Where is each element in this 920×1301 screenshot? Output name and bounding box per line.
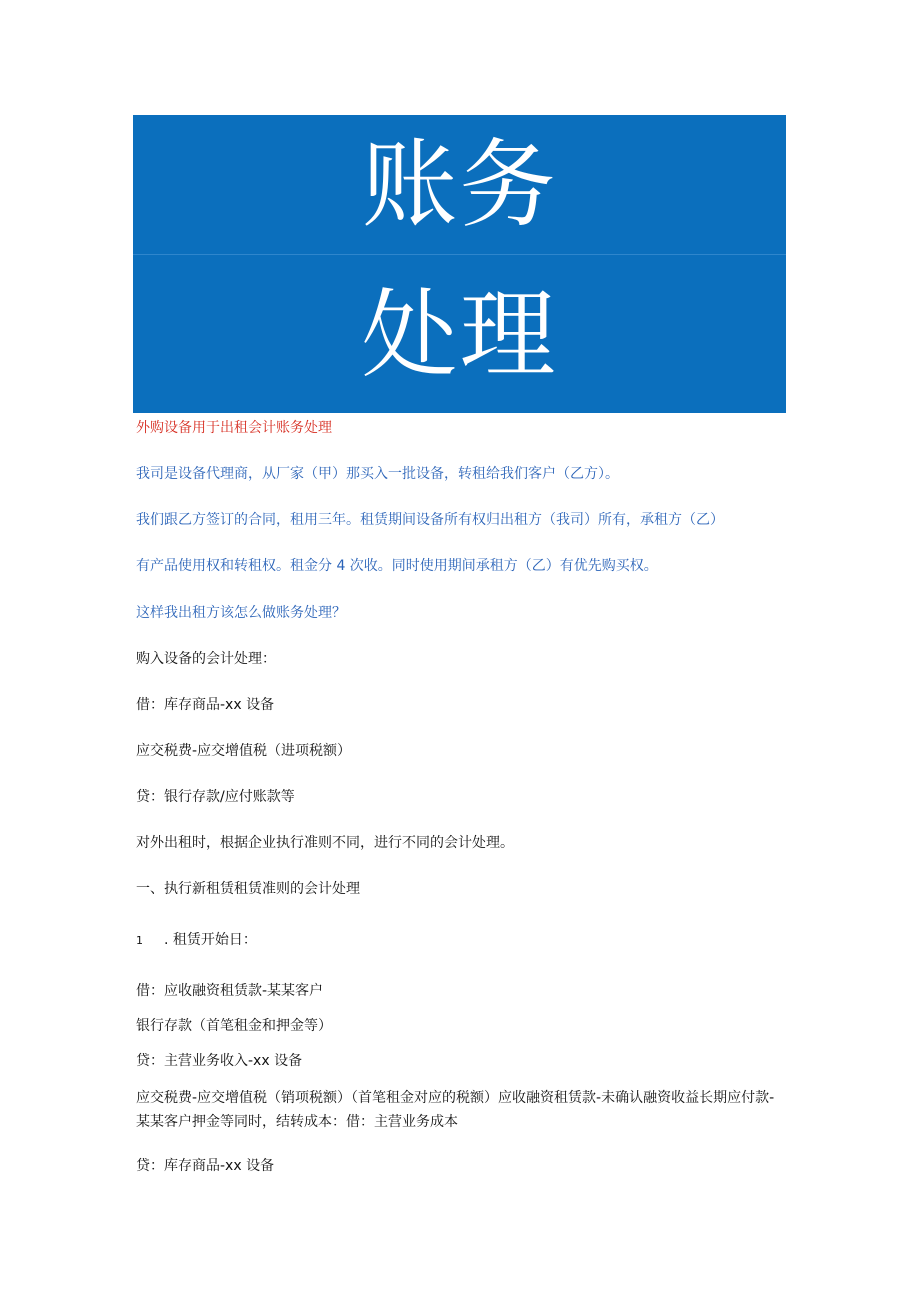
entry-tax-output: 应交税费-应交增值税（销项税额）（首笔租金对应的税额）应收融资租赁款-未确认融资收益长期应付款-某某客户押金等同时，结转成本：借：主营业务成本 [136, 1090, 775, 1130]
entry-debit-receivable: 借：应收融资租赁款-某某客户 [136, 983, 324, 999]
banner-title-line2: 处理 [133, 254, 786, 414]
step-label: . 租赁开始日： [164, 932, 257, 948]
entry-credit-revenue: 贷：主营业务收入-xx 设备 [136, 1053, 303, 1069]
step-lease-start [136, 930, 257, 951]
entry-tax-input: 应交税费-应交增值税（进项税额） [136, 743, 352, 759]
question-line-3: 有产品使用权和转租权。租金分 4 次收。同时使用期间承租方（乙）有优先购买权。 [136, 558, 658, 574]
entry-credit-inventory: 贷：库存商品-xx 设备 [136, 1158, 275, 1174]
paragraph-lease-out: 对外出租时，根据企业执行准则不同，进行不同的会计处理。 [136, 835, 514, 851]
title-banner [133, 115, 786, 413]
entry-credit-bank: 贷：银行存款/应付账款等 [136, 789, 295, 805]
question-line-1: 我司是设备代理商，从厂家（甲）那买入一批设备，转租给我们客户（乙方）。 [136, 466, 619, 482]
banner-title-line1: 账务 [361, 128, 558, 241]
entry-bank-deposit: 银行存款（首笔租金和押金等） [136, 1018, 332, 1034]
entry-debit-inventory: 借：库存商品-xx 设备 [136, 697, 275, 713]
step-number: 1 [136, 934, 143, 947]
question-line-2: 我们跟乙方签订的合同，租用三年。租赁期间设备所有权归出租方（我司）所有，承租方（乙） [136, 512, 724, 528]
section-heading-1: 一、执行新租赁租赁准则的会计处理 [136, 881, 360, 897]
paragraph-purchase: 购入设备的会计处理： [136, 651, 276, 667]
question-line-4: 这样我出租方该怎么做账务处理？ [136, 605, 346, 621]
document-heading: 外购设备用于出租会计账务处理 [136, 420, 332, 436]
